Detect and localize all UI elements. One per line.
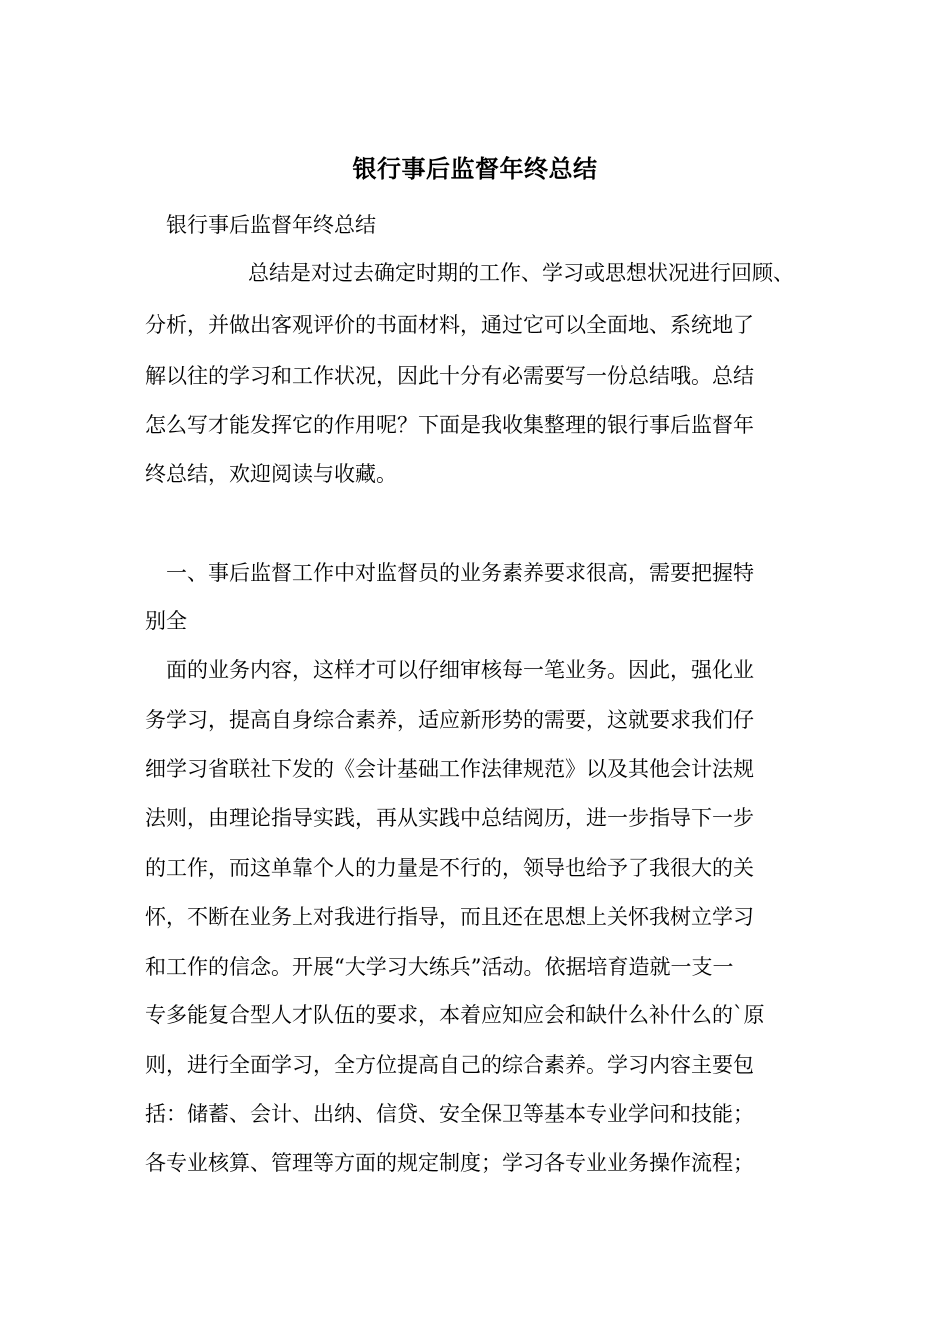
- intro-line: 分析，并做出客观评价的书面材料，通过它可以全面地、系统地了: [145, 313, 754, 337]
- body-line: 则，进行全面学习，全方位提高自己的综合素养。学习内容主要包: [145, 1053, 754, 1077]
- body-line: 括：储蓄、会计、出纳、信贷、安全保卫等基本专业学问和技能；: [145, 1102, 754, 1126]
- body-line: 面的业务内容，这样才可以仔细审核每一笔业务。因此，强化业: [166, 658, 754, 682]
- body-line: 的工作，而这单靠个人的力量是不行的，领导也给予了我很大的关: [145, 856, 754, 880]
- intro-line: 怎么写才能发挥它的作用呢？下面是我收集整理的银行事后监督年: [145, 413, 754, 437]
- section-heading-line: 一、事后监督工作中对监督员的业务素养要求很高，需要把握特: [166, 561, 754, 585]
- document-subtitle: 银行事后监督年终总结: [166, 213, 376, 237]
- section-heading-line: 别全: [145, 609, 187, 633]
- intro-line: 总结是对过去确定时期的工作、学习或思想状况进行回顾、: [248, 261, 794, 285]
- body-line: 和工作的信念。开展“大学习大练兵”活动。依据培育造就一支一: [145, 955, 734, 979]
- body-line: 细学习省联社下发的《会计基础工作法律规范》以及其他会计法规: [145, 757, 754, 781]
- body-line: 各专业核算、管理等方面的规定制度；学习各专业业务操作流程；: [145, 1151, 754, 1175]
- intro-line: 解以往的学习和工作状况，因此十分有必需要写一份总结哦。总结: [145, 364, 754, 388]
- body-line: 怀，不断在业务上对我进行指导，而且还在思想上关怀我树立学习: [145, 905, 754, 929]
- body-line: 务学习，提高自身综合素养，适应新形势的需要，这就要求我们仔: [145, 708, 754, 732]
- document-title: 银行事后监督年终总结: [352, 154, 598, 183]
- body-line: 法则，由理论指导实践，再从实践中总结阅历，进一步指导下一步: [145, 806, 754, 830]
- intro-line: 终总结，欢迎阅读与收藏。: [145, 462, 397, 486]
- body-line: 专多能复合型人才队伍的要求，本着应知应会和缺什么补什么的`原: [145, 1003, 765, 1027]
